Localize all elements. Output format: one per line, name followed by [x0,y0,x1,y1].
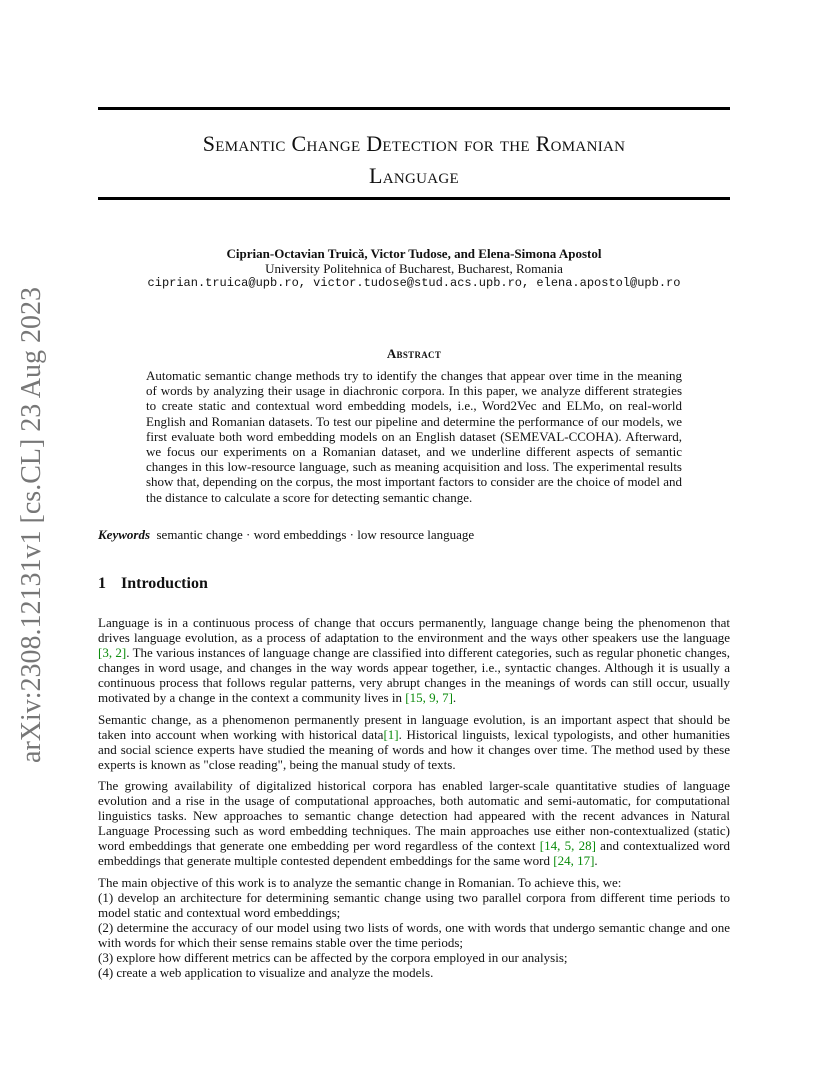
citation-link[interactable]: [24, 17] [553,853,595,869]
section-number: 1 [98,575,106,592]
paragraph-text: . [594,853,598,869]
citation-link[interactable]: [15, 9, 7] [405,690,453,706]
title-top-rule [98,107,730,110]
abstract-heading: Abstract [386,346,442,361]
citation-link[interactable]: [1] [383,726,399,742]
arxiv-identifier: arXiv:2308.12131v1 [cs.CL] 23 Aug 2023 [16,287,47,763]
author-names: Ciprian-Octavian Truică, Victor Tudose, and Elena-Simona Apostol [226,246,602,261]
paragraph-1 [98,615,730,706]
abstract-text: Automatic semantic change methods try to identify the changes that appear over time in the meaning of words by analyzing their usage in diachronic corpora. In this paper, we analyze different strategies to create static and contextual word embedding models, i.e., Word2Vec and ELMo, on real-world English and Romanian datasets. To test our pipeline and determine the performance of our models, we first evaluate both word embedding models on an English dataset (SEMEVAL-CCOHA). Afterward, we focus our experiments on a Romanian dataset, and we underline different aspects of semantic changes in this low-resource language, such as meaning acquisition and loss. The experimental results show that, depending on the corpus, the most important factors to consider are the choice of model and the distance to calculate a score for detecting semantic change. [146,368,682,505]
title-bottom-rule [98,197,730,200]
author-emails: ciprian.truica@upb.ro, victor.tudose@stud.acs.upb.ro, elena.apostol@upb.ro [147,276,681,290]
section-body [98,615,730,980]
author-affiliation: University Politehnica of Bucharest, Bucharest, Romania [265,261,563,276]
paper-title [98,128,730,192]
section-title: Introduction [121,575,208,592]
objectives-intro: The main objective of this work is to analyze the semantic change in Romanian. To achieve this, we: [98,874,622,890]
list-item: (4) create a web application to visualize and analyze the models. [98,965,434,981]
paragraph-text: Semantic change, as a phenomenon permanently present in language evolution, is an important aspect that should be taken into account when working with historical data [98,711,730,742]
keywords-label: Keywords [98,527,150,542]
paragraph-text: . [452,690,457,706]
title-line-1: Semantic Change Detection for the Romanian [202,131,626,156]
paragraph-2 [98,712,730,772]
keywords-text: semantic change · word embeddings · low resource language [156,527,475,542]
paragraph-text: . The various instances of language change are classified into different categories, such as regular phonetic changes, changes in word usage, and changes in the way words appear together, i.e., syntactic changes. Although it is usually a continuous process that follows regular patterns, very abrupt changes in the meanings of words can still occur, usually motivated by a change in the context a community lives in [98,645,730,706]
list-item: (1) develop an architecture for determining semantic change using two parallel corpora from different time periods to model static and contextual word embeddings; [98,889,730,920]
keywords [98,527,730,543]
paragraph-text: Language is in a continuous process of change that occurs permanently, language change being the phenomenon that drives language evolution, as a process of adaptation to the environment and the ways other speakers use the language [98,615,730,646]
list-item: (3) explore how different metrics can be affected by the corpora employed in our analysis; [98,949,568,965]
list-item: (2) determine the accuracy of our model using two lists of words, one with words that undergo semantic change and one with words for which their sense remains stable over the time periods; [98,919,730,950]
citation-link[interactable]: [14, 5, 28] [539,838,596,854]
objectives-list [98,875,730,981]
section-heading [98,575,208,593]
paragraph-text: The growing availability of digitalized historical corpora has enabled larger-scale quantitative studies of language evolution and a rise in the usage of computational approaches, both automatic and semi-automatic, for computational linguistics tasks. New approaches to semantic change detection had appeared with the recent advances in Natural Language Processing such as word embedding techniques. The main approaches use either non-contextualized (static) word embeddings that generate one embedding per word regardless of the context [98,777,730,854]
paragraph-text: and contextualized word embeddings that generate multiple contested dependent embeddings for the same word [98,838,730,869]
paragraph-text: . Historical linguists, lexical typologists, and other humanities and social science experts have studied the meaning of words and how it changes over time. The method used by these experts is known as "close reading", being the manual study of texts. [98,726,730,772]
arxiv-side-stamp [12,287,52,763]
author-block [98,246,730,291]
citation-link[interactable]: [3, 2] [98,645,127,661]
title-line-2: Language [369,163,459,188]
paragraph-3 [98,778,730,869]
